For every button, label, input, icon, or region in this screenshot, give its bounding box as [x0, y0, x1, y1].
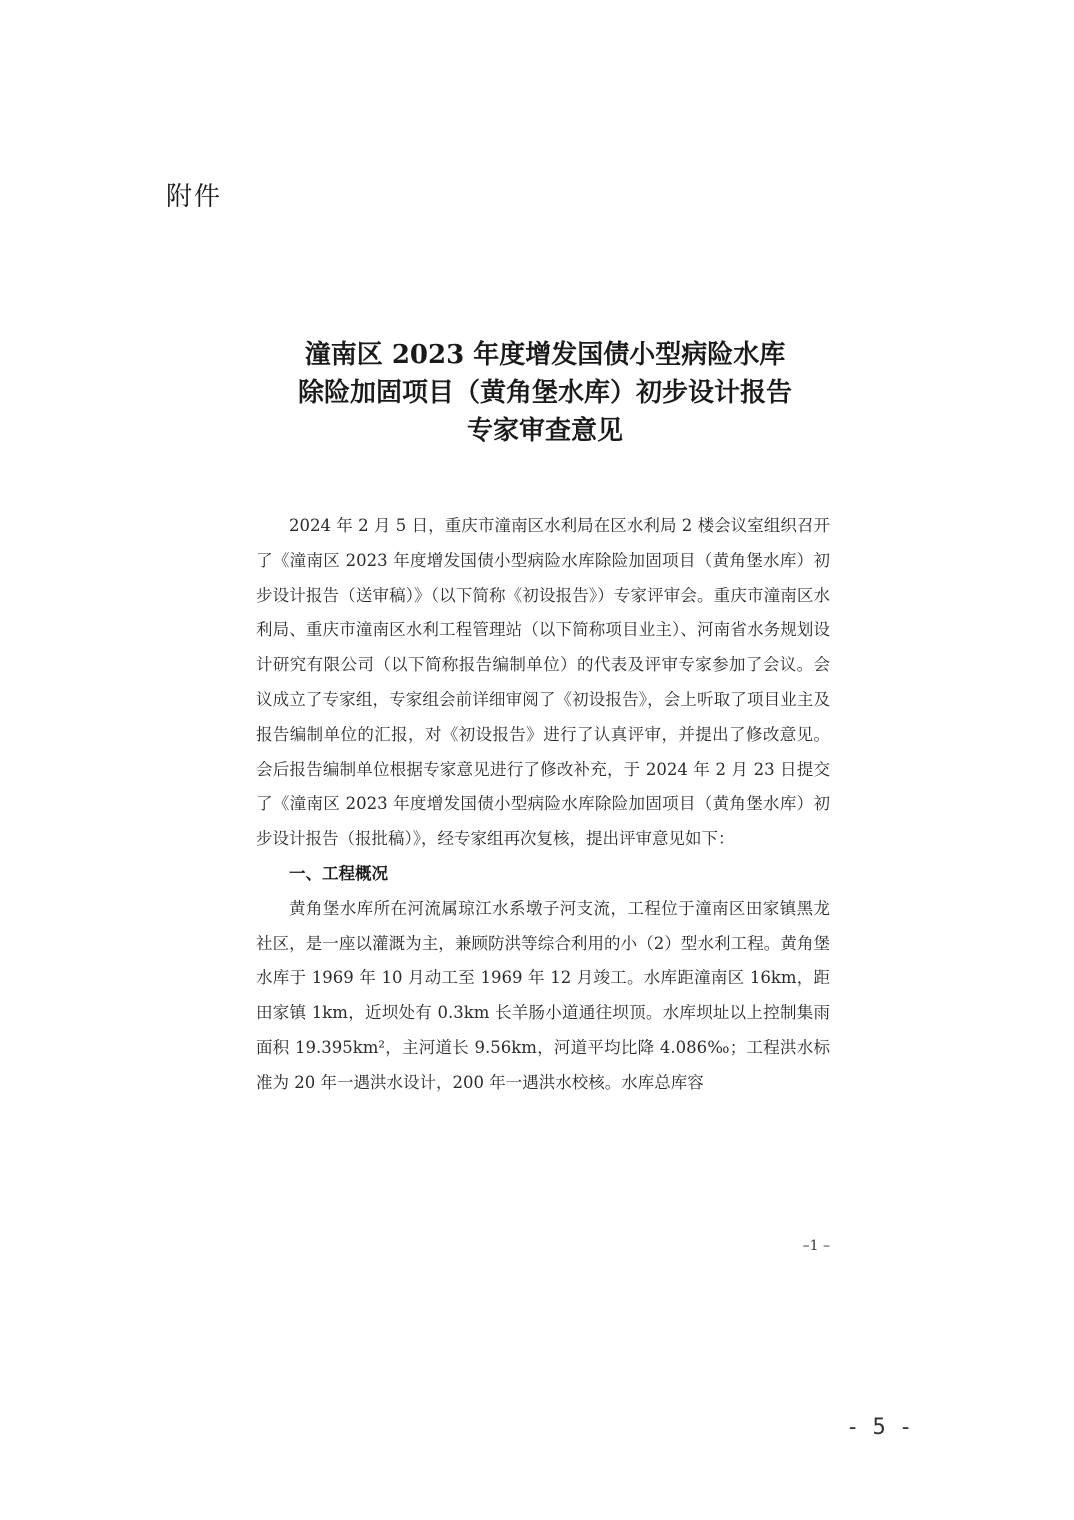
document-body [256, 509, 830, 1101]
inner-page-number: –1 – [802, 1238, 830, 1254]
attachment-label: 附件 [166, 182, 223, 212]
title-line-1: 潼南区 2023 年度增发国债小型病险水库 [304, 340, 786, 370]
section-heading-project-overview: 一、工程概况 [289, 863, 388, 883]
document-title [250, 336, 840, 450]
project-overview-paragraph: 黄角堡水库所在河流属琼江水系墩子河支流，工程位于潼南区田家镇黑龙社区，是一座以灌溉为主，兼顾防洪等综合利用的小（2）型水利工程。黄角堡水库于 1969 年 10 月动工至 1969 年 12 月竣工。水库距潼南区 16km，距田家镇 1km，近坝处有 0.3km 长羊肠小道通往坝顶。水库坝址以上控制集雨面积 19.395km²，主河道长 9.56km，河道平均比降 4.086‰；工程洪水标准为 20 年一遇洪水设计，200 年一遇洪水校核。水库总库容 [256, 898, 830, 1092]
title-line-3: 专家审查意见 [466, 416, 623, 446]
title-line-2: 除险加固项目（黄角堡水库）初步设计报告 [297, 378, 792, 408]
intro-paragraph: 2024 年 2 月 5 日，重庆市潼南区水利局在区水利局 2 楼会议室组织召开了《潼南区 2023 年度增发国债小型病险水库除险加固项目（黄角堡水库）初步设计报告（送审稿）》（以下简称《初设报告》）专家评审会。重庆市潼南区水利局、重庆市潼南区水利工程管理站（以下简称项目业主）、河南省水务规划设计研究有限公司（以下简称报告编制单位）的代表及评审专家参加了会议。会议成立了专家组，专家组会前详细审阅了《初设报告》，会上听取了项目业主及报告编制单位的汇报，对《初设报告》进行了认真评审，并提出了修改意见。会后报告编制单位根据专家意见进行了修改补充，于 2024 年 2 月 23 日提交了《潼南区 2023 年度增发国债小型病险水库除险加固项目（黄角堡水库）初步设计报告（报批稿）》，经专家组再次复核，提出评审意见如下： [256, 516, 830, 849]
outer-page-number: - 5 - [846, 1415, 913, 1440]
